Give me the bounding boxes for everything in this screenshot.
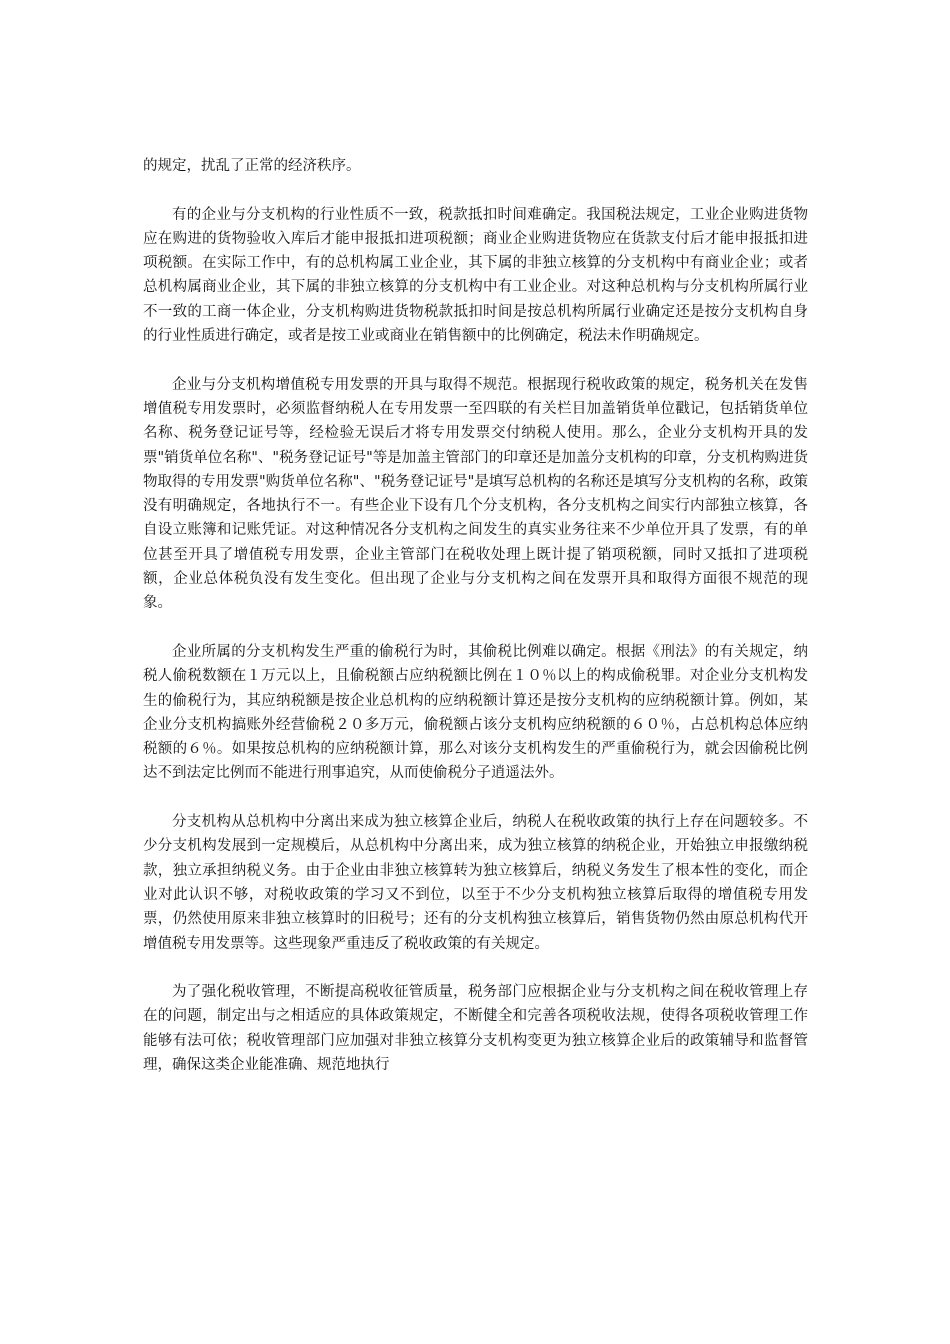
paragraph-4: 企业所属的分支机构发生严重的偷税行为时，其偷税比例难以确定。根据《刑法》的有关规定，纳税人偷税数额在１万元以上，且偷税额占应纳税额比例在１０％以上的构成偷税罪。对企业分支机构发生的偷税行为，其应纳税额是按企业总机构的应纳税额计算还是按分支机构的应纳税额计算。例如，某企业分支机构搞账外经营偷税２０多万元，偷税额占该分支机构应纳税额的６０％，占总机构总体应纳税额的６％。如果按总机构的应纳税额计算，那么对该分支机构发生的严重偷税行为，就会因偷税比例达不到法定比例而不能进行刑事追究，从而使偷税分子逍遥法外。 bbox=[143, 643, 808, 782]
paragraph-2: 有的企业与分支机构的行业性质不一致，税款抵扣时间难确定。我国税法规定，工业企业购进货物应在购进的货物验收入库后才能申报抵扣进项税额；商业企业购进货物应在货款支付后才能申报抵扣进项税额。在实际工作中，有的总机构属工业企业，其下属的非独立核算的分支机构中有商业企业；或者总机构属商业企业，其下属的非独立核算的分支机构中有工业企业。对这种总机构与分支机构所属行业不一致的工商一体企业，分支机构购进货物税款抵扣时间是按总机构所属行业确定还是按分支机构自身的行业性质进行确定，或者是按工业或商业在销售额中的比例确定，税法未作明确规定。 bbox=[143, 206, 808, 345]
document-page bbox=[143, 154, 808, 1102]
paragraph-6: 为了强化税收管理，不断提高税收征管质量，税务部门应根据企业与分支机构之间在税收管理上存在的问题，制定出与之相适应的具体政策规定，不断健全和完善各项税收法规，使得各项税收管理工作能够有法可依；税收管理部门应加强对非独立核算分支机构变更为独立核算企业后的政策辅导和监督管理，确保这类企业能准确、规范地执行 bbox=[143, 984, 808, 1073]
paragraph-5: 分支机构从总机构中分离出来成为独立核算企业后，纳税人在税收政策的执行上存在问题较多。不少分支机构发展到一定规模后，从总机构中分离出来，成为独立核算的纳税企业，开始独立申报缴纳税款，独立承担纳税义务。由于企业由非独立核算转为独立核算后，纳税义务发生了根本性的变化，而企业对此认识不够，对税收政策的学习又不到位，以至于不少分支机构独立核算后取得的增值税专用发票，仍然使用原来非独立核算时的旧税号；还有的分支机构独立核算后，销售货物仍然由原总机构代开增值税专用发票等。这些现象严重违反了税收政策的有关规定。 bbox=[143, 814, 808, 952]
paragraph-3: 企业与分支机构增值税专用发票的开具与取得不规范。根据现行税收政策的规定，税务机关在发售增值税专用发票时，必须监督纳税人在专用发票一至四联的有关栏目加盖销货单位戳记，包括销货单位名称、税务登记证号等，经检验无误后才将专用发票交付纳税人使用。那么，企业分支机构开具的发票"销货单位名称"、"税务登记证号"等是加盖主管部门的印章还是加盖分支机构的印章，分支机构购进货物取得的专用发票"购货单位名称"、"税务登记证号"是填写总机构的名称还是填写分支机构的名称，政策没有明确规定，各地执行不一。有些企业下设有几个分支机构，各分支机构之间实行内部独立核算，各自设立账簿和记账凭证。对这种情况各分支机构之间发生的真实业务往来不少单位开具了发票，有的单位甚至开具了增值税专用发票，企业主管部门在税收处理上既计提了销项税额，同时又抵扣了进项税额，企业总体税负没有发生变化。但出现了企业与分支机构之间在发票开具和取得方面很不规范的现象。 bbox=[143, 376, 808, 612]
paragraph-1: 的规定，扰乱了正常的经济秩序。 bbox=[143, 158, 361, 174]
